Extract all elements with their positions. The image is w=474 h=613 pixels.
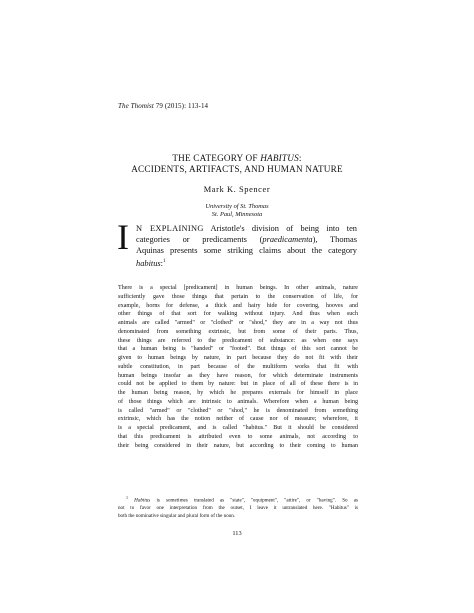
quote-line: example, horns for defense, a thick and hairy hide for covering, hooves and bbox=[118, 302, 358, 309]
intro-paragraph bbox=[136, 223, 357, 269]
footnote-line-3: both the nominative singular and plural form of the noun. bbox=[118, 512, 236, 519]
affiliation-line-1: University of St. Thomas bbox=[205, 203, 269, 210]
title-line-2: ACCIDENTS, ARTIFACTS, AND HUMAN NATURE bbox=[131, 164, 343, 174]
footnote bbox=[118, 494, 358, 520]
page-number: 113 bbox=[232, 530, 242, 537]
intro-line-3: Aquinas presents some striking claims about the category bbox=[136, 246, 357, 255]
quote-line: There is a special [predicament] in human beings. In other animals, nature bbox=[118, 285, 358, 291]
intro-line-2 bbox=[136, 234, 357, 245]
title-line-1-italic: HABITUS bbox=[260, 153, 299, 163]
quote-line: could not be applied to them by nature: but in place of all of these there is in bbox=[118, 381, 358, 388]
drop-cap: I bbox=[117, 217, 129, 257]
journal-name: The Thomist bbox=[118, 102, 154, 110]
quote-line: subtle constitution, in part because of the multiform works that fit with bbox=[118, 363, 358, 370]
quote-line: their being considered in their nature, but according to their coming to human bbox=[118, 442, 358, 449]
quote-line: sufficiently gave those things that pertain to the conservation of life, for bbox=[118, 293, 358, 300]
quote-line: is a special predicament, and is called "habitus." But it should be considered bbox=[118, 425, 358, 431]
footnote-line-1 bbox=[118, 494, 358, 505]
intro-line-4-b: : bbox=[160, 258, 163, 268]
quote-line: these things are referred to the predicament of substance: as when one says bbox=[118, 337, 358, 344]
footnote-line-1-rest: is sometimes translated as "state", "equipment", "attire", or "having". So as bbox=[150, 497, 358, 504]
author-affiliation bbox=[100, 203, 374, 219]
journal-citation: 79 (2015): 113-14 bbox=[155, 102, 209, 110]
article-title bbox=[100, 153, 374, 175]
quote-line: animals are called "armed" or "clothed" or "shod," they are in a way not thus bbox=[118, 320, 358, 326]
intro-line-1 bbox=[136, 223, 357, 234]
intro-line-2-b: ), Thomas bbox=[312, 235, 358, 244]
quote-line: extrinsic, which has the notion neither of cause nor of measure; wherefore, it bbox=[118, 416, 358, 423]
quote-line: other things of that sort for walking without injury. And thus when such bbox=[118, 311, 358, 318]
title-line-1 bbox=[100, 153, 374, 164]
intro-line-2-italic: praedicamenta bbox=[262, 235, 313, 244]
footnote-marker: 1 bbox=[126, 495, 128, 500]
intro-line-4 bbox=[136, 256, 357, 269]
intro-line-4-italic: habitus bbox=[136, 258, 161, 268]
running-header bbox=[118, 102, 208, 110]
quote-line: denominated from something extrinsic, but from some of their parts. Thus, bbox=[118, 328, 358, 335]
quote-line: is called "armed" or "clothed" or "shod," he is denominated from something bbox=[118, 407, 358, 414]
intro-line-1-lead: N EXPLAINING bbox=[136, 224, 204, 233]
intro-line-1-rest: Aristotle's division of being into ten bbox=[203, 224, 357, 233]
quote-line: that a human being is "handed" or "footed". But things of this sort cannot be bbox=[118, 346, 358, 353]
quote-line: human beings insofar as they have reason, for which determinate instruments bbox=[118, 372, 358, 379]
footnote-line-2: not to favor one interpretation from the outset, I leave it untranslated here. "Habitus" is bbox=[118, 505, 358, 512]
footnote-line-1-italic: Habitus bbox=[134, 497, 151, 504]
quote-line: the human being reason, by which he prepares externals for himself in place bbox=[118, 390, 358, 396]
quote-line: given to human beings by nature, in part because they do not fit with their bbox=[118, 355, 358, 361]
author-name: Mark K. Spencer bbox=[203, 185, 271, 194]
footnote-ref[interactable]: 1 bbox=[163, 259, 166, 264]
quote-line: that this predicament is attributed even to some animals, not according to bbox=[118, 433, 358, 440]
block-quote bbox=[118, 284, 358, 450]
affiliation-line-2: St. Paul, Minnesota bbox=[211, 211, 263, 218]
title-line-1-prefix: THE CATEGORY OF bbox=[172, 153, 261, 163]
intro-line-2-a: categories or predicaments ( bbox=[136, 235, 263, 244]
quote-line: of those things which are intrinsic to animals. Wherefore when a human being bbox=[118, 398, 358, 405]
title-line-1-suffix: : bbox=[298, 153, 302, 163]
